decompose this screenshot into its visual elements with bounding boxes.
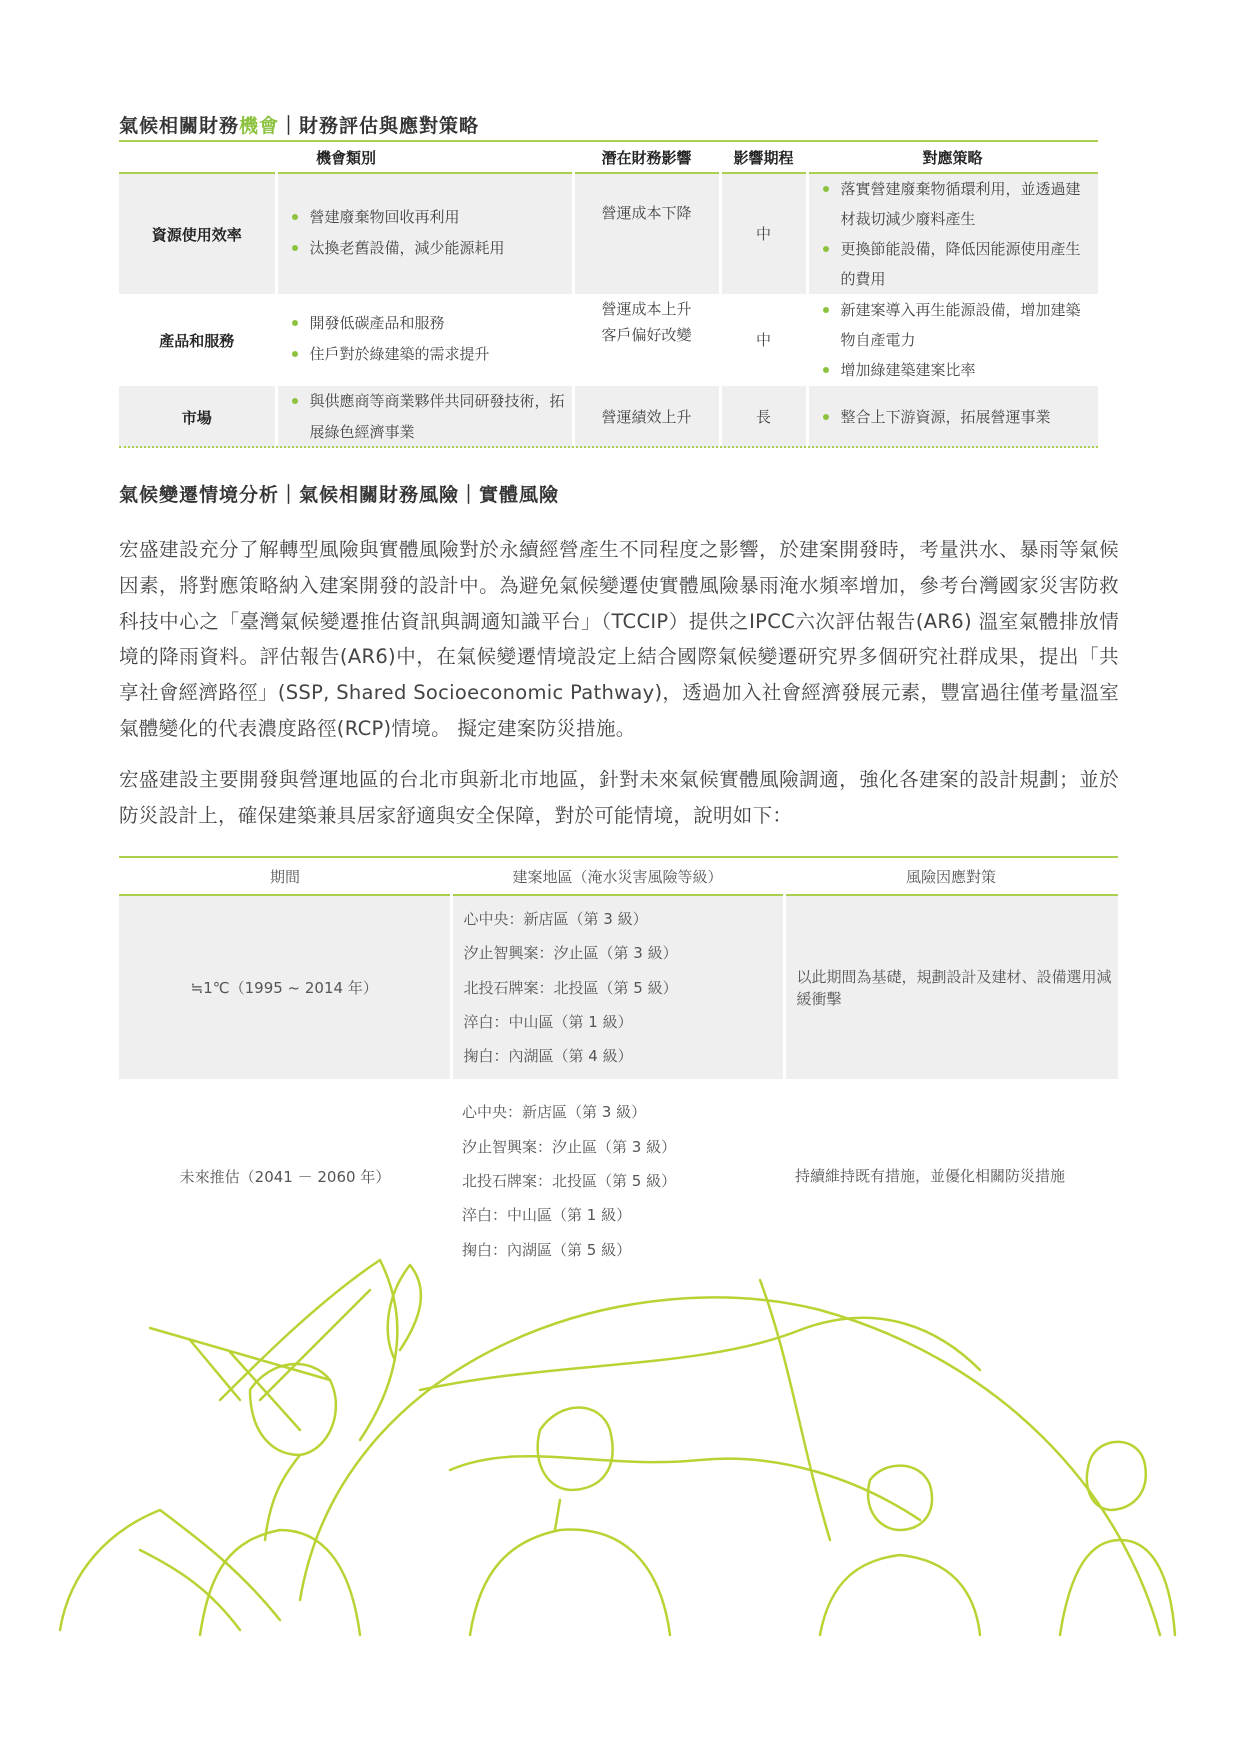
title-highlight: 機會 <box>239 115 280 137</box>
header-period: 期間 <box>119 857 451 895</box>
header-strategy: 對應策略 <box>807 141 1098 173</box>
impact-term: 中 <box>720 173 807 294</box>
impact-line-2: 客戶偏好改變 <box>601 326 692 344</box>
section-title-physical-risk: 氣候變遷情境分析｜氣候相關財務風險｜實體風險 <box>119 484 560 506</box>
period-cell: ≒1℃（1995 ~ 2014 年） <box>119 895 451 1079</box>
list-item: 新建案導入再生能源設備，增加建築物自產電力 <box>823 295 1093 355</box>
list-item: 營建廢棄物回收再利用 <box>292 202 566 233</box>
list-item: 增加綠建築建案比率 <box>823 355 1093 385</box>
response-cell: 以此期間為基礎，規劃設計及建材、設備選用減緩衝擊 <box>784 895 1118 1079</box>
list-item: 北投石牌案：北投區（第 5 級） <box>462 1172 677 1191</box>
header-term: 影響期程 <box>720 141 807 173</box>
financial-impact: 營運成本下降 <box>573 173 720 294</box>
impact-line-1: 營運成本上升 <box>601 300 692 318</box>
list-item: 汐止智興案：汐止區（第 3 級） <box>463 944 678 963</box>
list-item: 汐止智興案：汐止區（第 3 級） <box>462 1137 677 1156</box>
table-row <box>119 895 1118 1079</box>
list-item: 淬白：中山區（第 1 級） <box>462 1206 632 1225</box>
impact-term: 長 <box>720 386 807 448</box>
list-item: 住戶對於綠建築的需求提升 <box>292 339 566 370</box>
list-item: 開發低碳產品和服務 <box>292 308 566 339</box>
list-item: 北投石牌案：北投區（第 5 級） <box>463 978 678 997</box>
title-prefix: 氣候相關財務 <box>119 115 240 137</box>
impact-term: 中 <box>720 294 807 386</box>
table-row <box>119 386 1098 448</box>
response-cell: 持續維持既有措施，並優化相關防災措施 <box>795 1167 1066 1186</box>
list-item: 整合上下游資源，拓展營運事業 <box>823 402 1093 432</box>
header-location: 建案地區（淹水災害風險等級） <box>451 857 784 895</box>
strategy-cell <box>807 386 1098 448</box>
list-item: 掬白：內湖區（第 4 級） <box>463 1047 633 1066</box>
list-item: 心中央：新店區（第 3 級） <box>463 910 648 928</box>
header-category: 機會類別 <box>119 141 573 173</box>
strategy-cell <box>807 294 1098 386</box>
title-suffix: ｜財務評估與應對策略 <box>279 115 480 137</box>
flood-risk-table <box>119 856 1118 1273</box>
list-item: 更換節能設備，降低因能源使用產生的費用 <box>823 234 1093 294</box>
list-item: 與供應商等商業夥伴共同研發技術，拓展綠色經濟事業 <box>292 386 566 448</box>
list-item: 掬白：內湖區（第 5 級） <box>462 1240 632 1259</box>
financial-impact <box>573 294 720 386</box>
body-paragraph-1: 宏盛建設充分了解轉型風險與實體風險對於永續經營產生不同程度之影響，於建案開發時，考量洪水、暴雨等氣候因素，將對應策略納入建案開發的設計中。為避免氣候變遷使實體風險暴雨淹水頻率增加，參考台灣國家災害防救科技中心之「臺灣氣候變遷推估資訊與調適知識平台」（TCCIP）提供之IPCC六次評估報告(AR6) 溫室氣體排放情境的降雨資料。評估報告(AR6)中，在氣候變遷情境設定上結合國際氣候變遷研究界多個研究社群成果，提出「共享社會經濟路徑」(SSP, Shared Socioeconomic Pathway)，透過加入社會經濟發展元素，豐富過往僅考量溫室氣體變化的代表濃度路徑(RCP)情境。 擬定建案防災措施。 <box>119 538 1119 740</box>
location-cell <box>451 895 784 1079</box>
table-header-row <box>119 141 1098 173</box>
period-cell: 未來推估（2041 － 2060 年） <box>179 1167 391 1186</box>
financial-impact: 營運績效上升 <box>573 386 720 448</box>
header-impact: 潛在財務影響 <box>573 141 720 173</box>
header-response: 風險因應對策 <box>784 857 1118 895</box>
list-item: 汰換老舊設備，減少能源耗用 <box>292 233 566 264</box>
list-item: 心中央：新店區（第 3 級） <box>462 1103 647 1122</box>
opportunity-category: 市場 <box>119 386 276 448</box>
strategy-cell <box>807 173 1098 294</box>
opportunity-items <box>276 173 573 294</box>
globe-people-line-art-icon <box>0 1240 1241 1640</box>
table-row <box>119 294 1098 386</box>
table-row <box>119 173 1098 294</box>
opportunity-table <box>119 140 1098 448</box>
opportunity-items <box>276 294 573 386</box>
opportunity-category: 產品和服務 <box>159 331 235 350</box>
opportunity-items <box>276 386 573 448</box>
table-dotted-divider <box>119 446 1098 448</box>
opportunity-category: 資源使用效率 <box>119 173 276 294</box>
body-paragraph-2: 宏盛建設主要開發與營運地區的台北市與新北市地區，針對未來氣候實體風險調適，強化各建案的設計規劃；並於防災設計上，確保建築兼具居家舒適與安全保障，對於可能情境，說明如下： <box>119 768 1119 827</box>
table-header-row <box>119 857 1118 895</box>
section-title-opportunities <box>119 111 479 138</box>
list-item: 淬白：中山區（第 1 級） <box>463 1012 633 1031</box>
list-item: 落實營建廢棄物循環利用，並透過建材裁切減少廢料產生 <box>823 174 1093 234</box>
